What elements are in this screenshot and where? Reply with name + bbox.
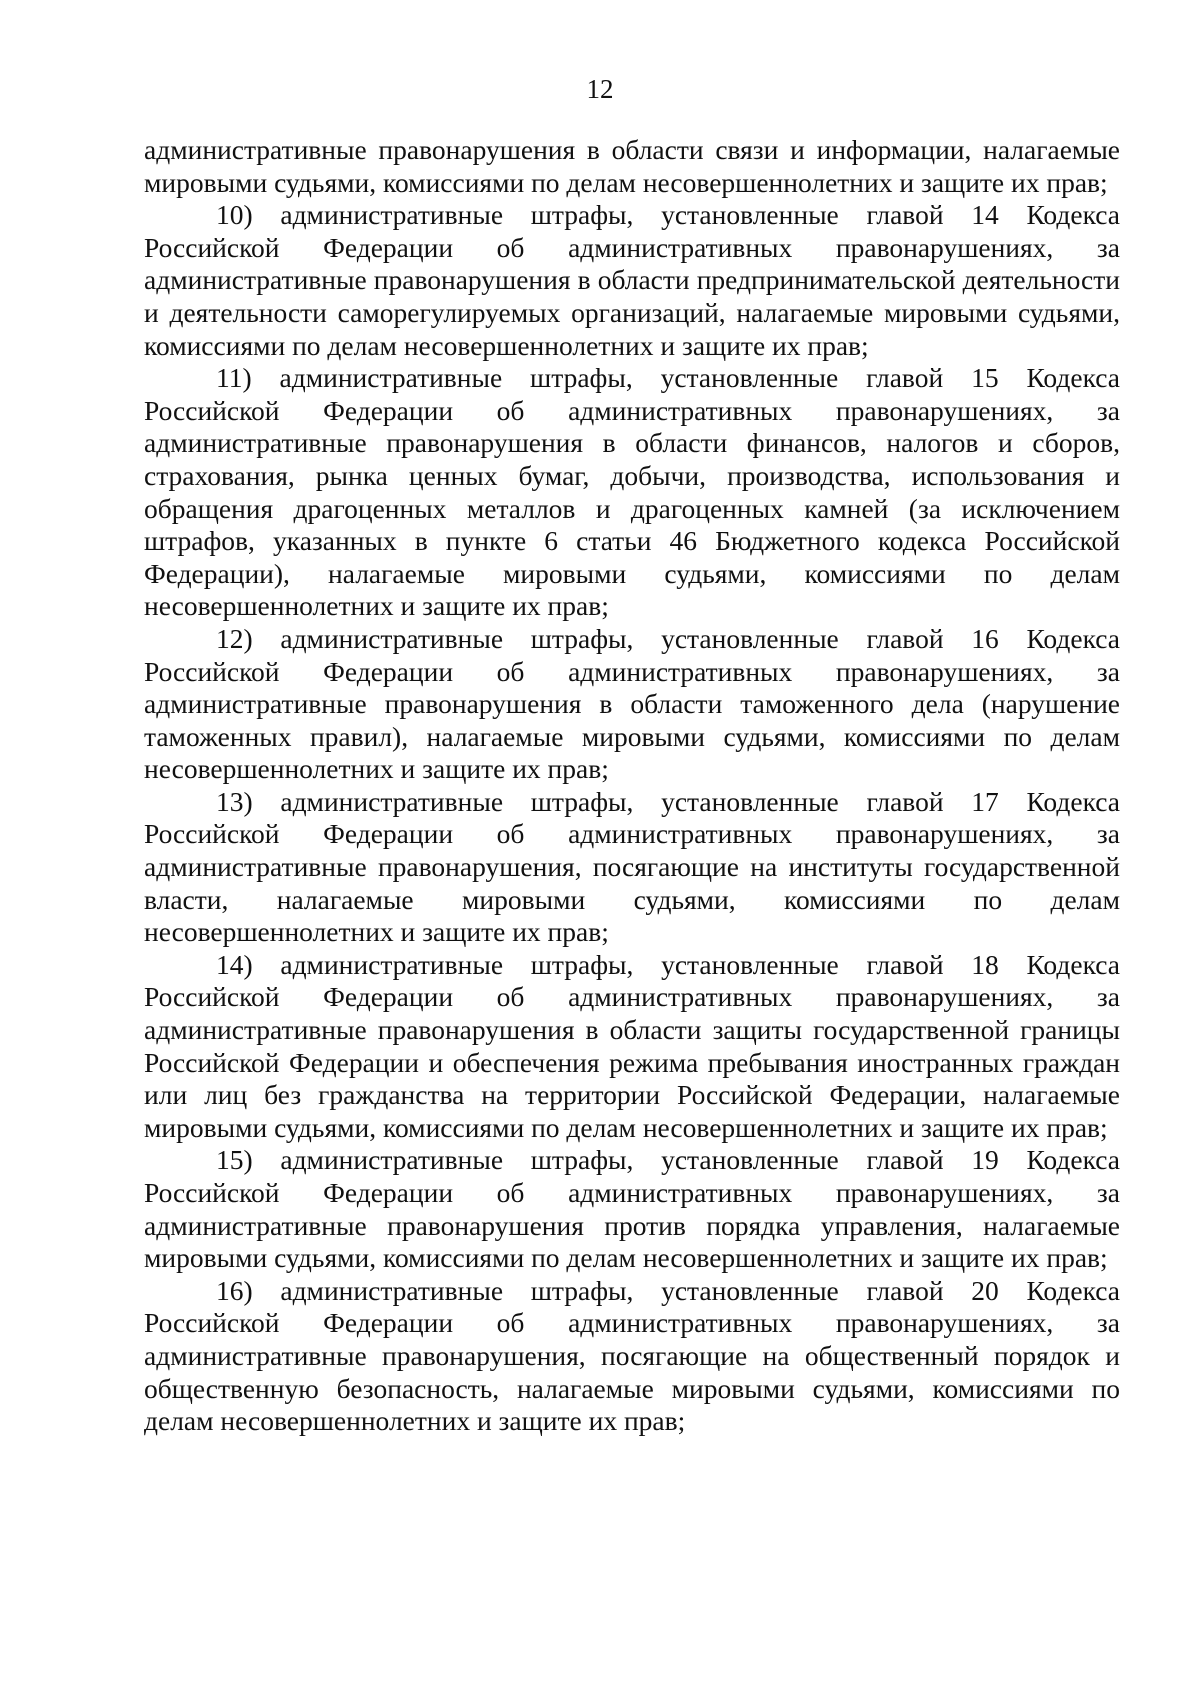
document-body <box>144 134 1120 1438</box>
paragraph-item-16: 16) административные штрафы, установленные главой 20 Кодекса Российской Федерации об административных правонарушениях, за административные правонарушения, посягающие на общественный порядок и общественную безопасность, налагаемые мировыми судьями, комиссиями по делам несовершеннолетних и защите их прав; <box>144 1274 1120 1437</box>
paragraph-item-15: 15) административные штрафы, установленные главой 19 Кодекса Российской Федерации об административных правонарушениях, за административные правонарушения против порядка управления, налагаемые мировыми судьями, комиссиями по делам несовершеннолетних и защите их прав; <box>144 1144 1120 1274</box>
paragraph-item-14: 14) административные штрафы, установленные главой 18 Кодекса Российской Федерации об административных правонарушениях, за административные правонарушения в области защиты государственной границы Российской Федерации и обеспечения режима пребывания иностранных граждан или лиц без гражданства на территории Российской Федерации, налагаемые мировыми судьями, комиссиями по делам несовершеннолетних и защите их прав; <box>144 948 1120 1143</box>
paragraph-continuation: административные правонарушения в области связи и информации, налагаемые мировыми судьями, комиссиями по делам несовершеннолетних и защите их прав; <box>144 134 1120 198</box>
paragraph-item-11: 11) административные штрафы, установленные главой 15 Кодекса Российской Федерации об административных правонарушениях, за административные правонарушения в области финансов, налогов и сборов, страхования, рынка ценных бумаг, добычи, производства, использования и обращения драгоценных металлов и драгоценных камней (за исключением штрафов, указанных в пункте 6 статьи 46 Бюджетного кодекса Российской Федерации), налагаемые мировыми судьями, комиссиями по делам несовершеннолетних и защите их прав; <box>144 362 1120 622</box>
page-number: 12 <box>586 74 614 104</box>
paragraph-item-10: 10) административные штрафы, установленные главой 14 Кодекса Российской Федерации об административных правонарушениях, за административные правонарушения в области предпринимательской деятельности и деятельности саморегулируемых организаций, налагаемые мировыми судьями, комиссиями по делам несовершеннолетних и защите их прав; <box>144 199 1120 361</box>
paragraph-item-13: 13) административные штрафы, установленные главой 17 Кодекса Российской Федерации об административных правонарушениях, за административные правонарушения, посягающие на институты государственной власти, налагаемые мировыми судьями, комиссиями по делам несовершеннолетних и защите их прав; <box>144 785 1120 948</box>
paragraph-item-12: 12) административные штрафы, установленные главой 16 Кодекса Российской Федерации об административных правонарушениях, за административные правонарушения в области таможенного дела (нарушение таможенных правил), налагаемые мировыми судьями, комиссиями по делам несовершеннолетних и защите их прав; <box>144 622 1120 785</box>
